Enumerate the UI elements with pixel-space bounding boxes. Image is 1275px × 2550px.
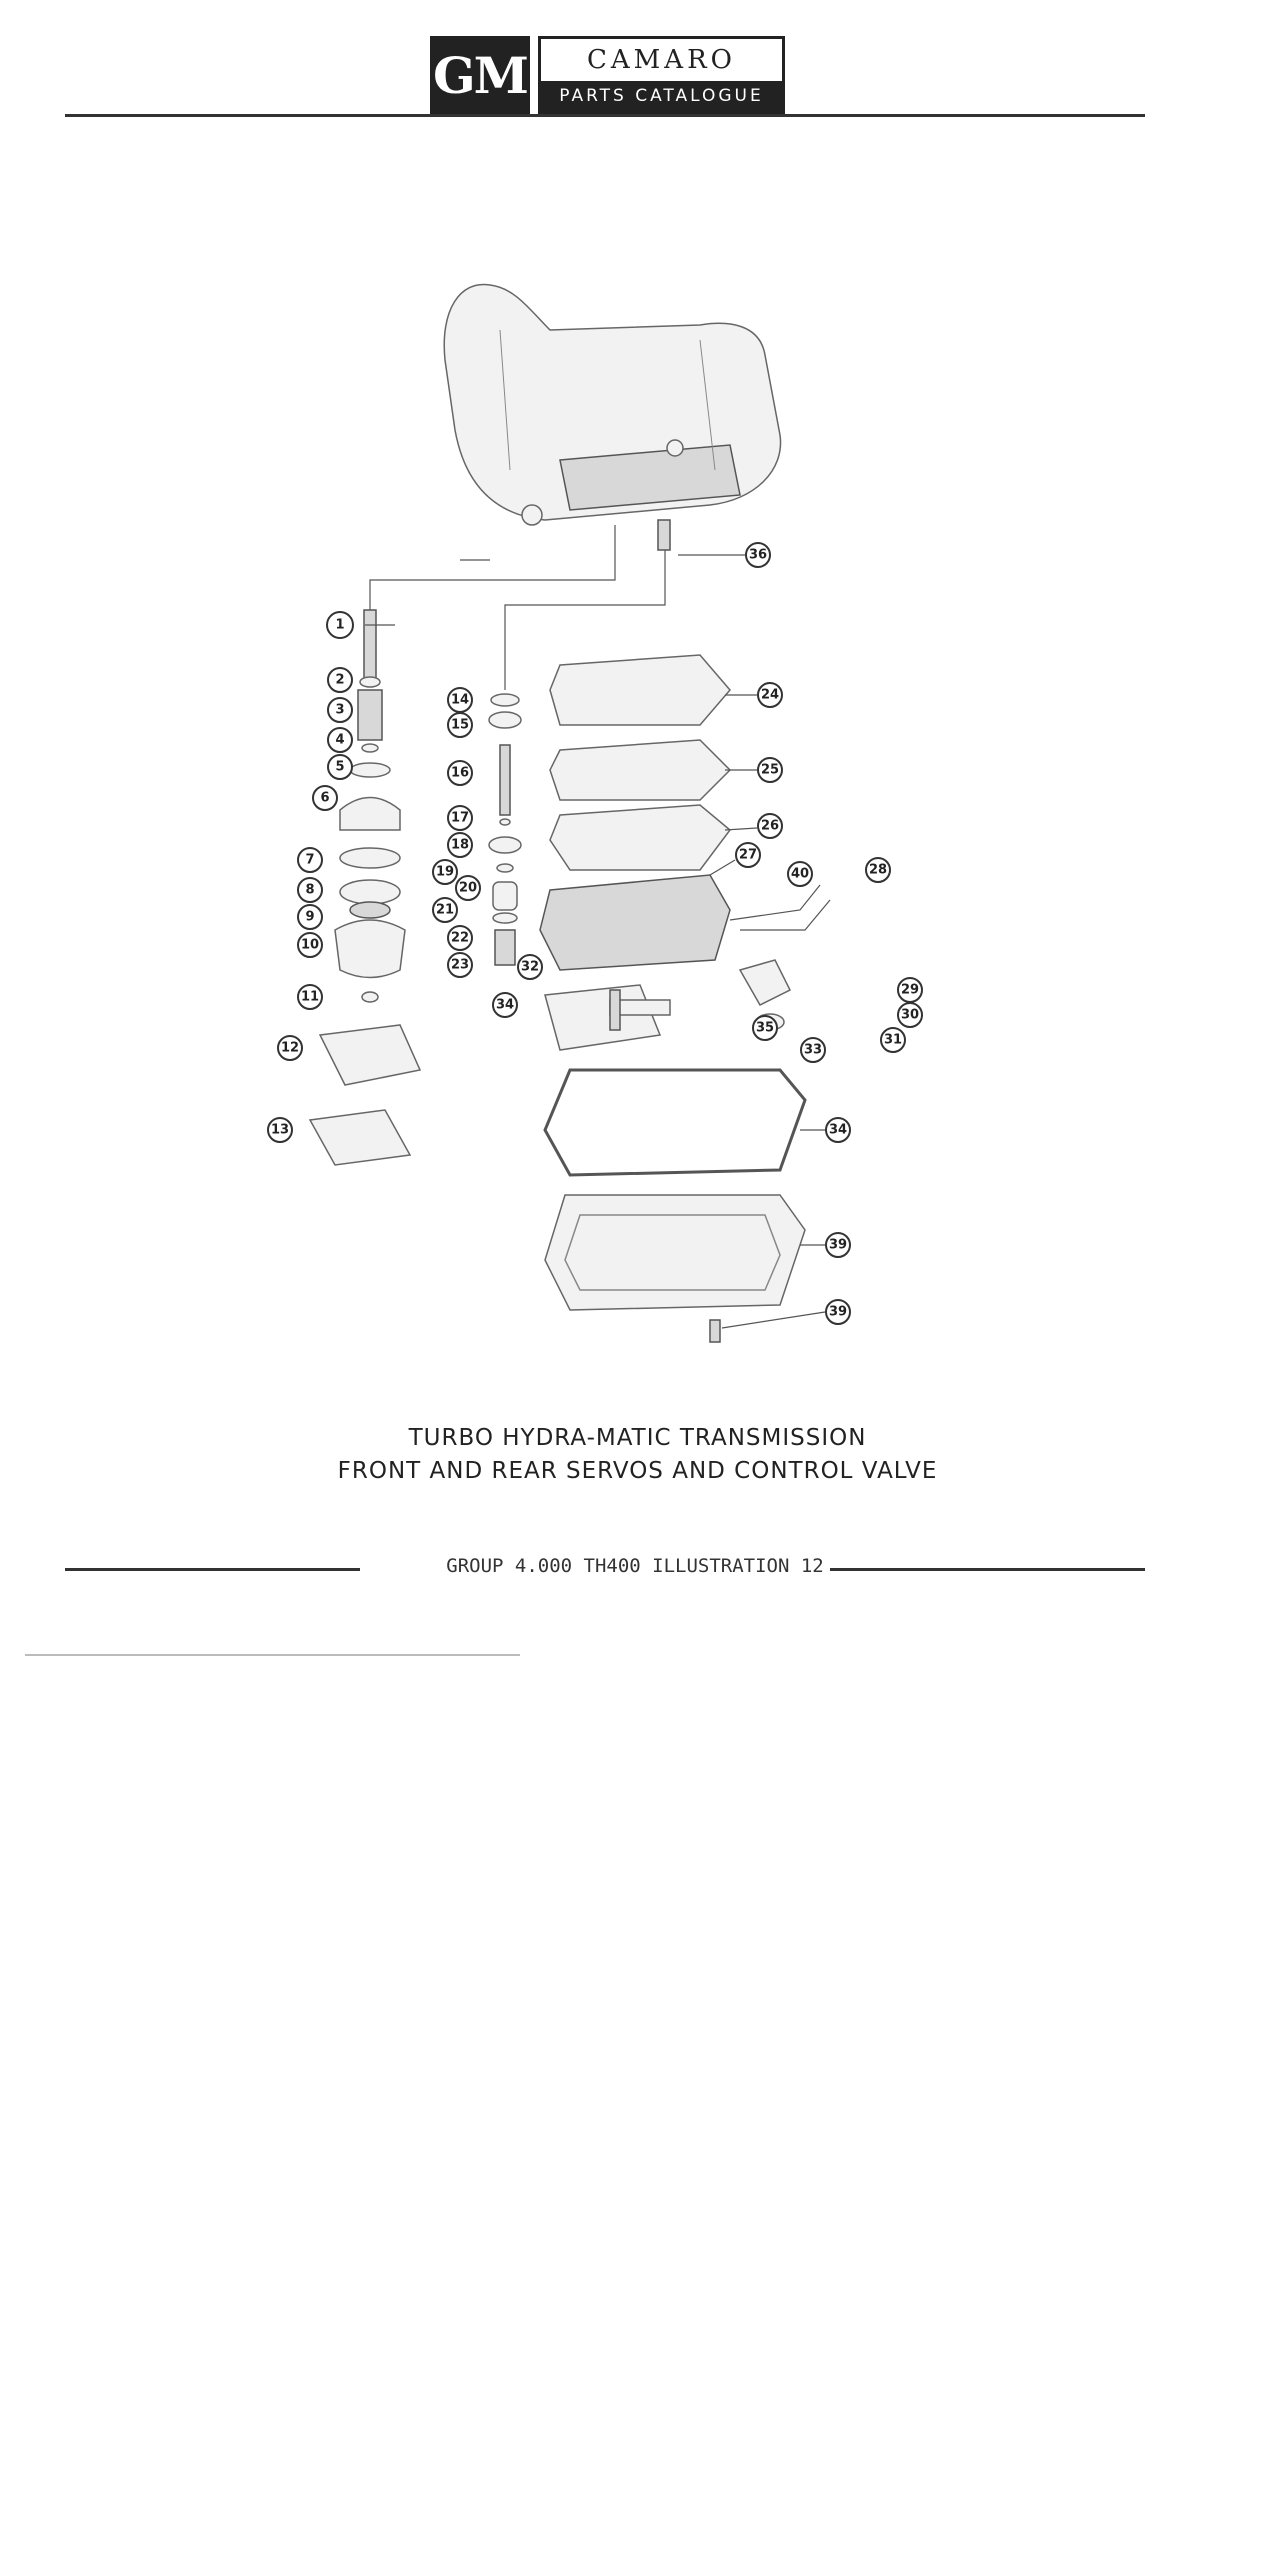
callout-35-label [493,993,517,1017]
svg-text:27: 27 [738,847,758,863]
svg-text:21: 21 [435,902,455,918]
callout-3 [328,698,352,722]
illustration-caption-line2: FRONT AND REAR SERVOS AND CONTROL VALVE [337,1458,938,1484]
svg-text:34: 34 [495,997,515,1013]
callout-12 [278,1036,302,1060]
callout-10 [298,933,322,957]
callout-21 [433,898,457,922]
illustration-caption-line1: TURBO HYDRA-MATIC TRANSMISSION [408,1425,867,1451]
svg-text:8: 8 [305,882,315,898]
svg-text:22: 22 [450,930,470,946]
svg-text:33: 33 [803,1042,823,1058]
page-title: CAMARO [541,39,782,81]
svg-text:13: 13 [270,1122,290,1138]
callout-9 [298,905,322,929]
svg-text:30: 30 [900,1007,920,1023]
catalogue-header [430,36,785,114]
callout-39-bolt [826,1300,850,1324]
svg-text:40: 40 [790,866,810,882]
callout-40 [788,862,812,886]
svg-text:31: 31 [883,1032,903,1048]
svg-text:19: 19 [435,864,455,880]
svg-text:26: 26 [760,818,780,834]
control-valve-assembly [540,655,830,1050]
callout-13 [268,1118,292,1142]
svg-text:20: 20 [458,880,478,896]
callout-37 [746,543,770,567]
scan-artifact-line [25,1654,520,1656]
callout-31 [881,1028,905,1052]
footer-rule-left [65,1568,360,1571]
svg-text:7: 7 [305,852,315,868]
svg-text:4: 4 [335,732,345,748]
callout-5 [328,755,352,779]
transmission-case [444,284,780,525]
callout-34 [826,1118,850,1142]
svg-text:15: 15 [450,717,470,733]
callout-30 [898,1003,922,1027]
callout-22 [448,926,472,950]
callout-26 [758,814,782,838]
svg-text:23: 23 [450,957,470,973]
svg-text:3: 3 [335,702,345,718]
callout-24 [758,683,782,707]
callout-33 [801,1038,825,1062]
callout-36 [753,1016,777,1040]
svg-text:25: 25 [760,762,780,778]
group-illustration-label: GROUP 4.000 TH400 ILLUSTRATION 12 [446,1555,824,1577]
title-plate [538,36,785,114]
callout-16 [448,761,472,785]
svg-text:11: 11 [300,989,320,1005]
callout-23 [448,953,472,977]
svg-text:9: 9 [305,909,315,925]
front-servo-stack [310,610,420,1165]
svg-text:5: 5 [335,759,345,775]
callout-28 [866,858,890,882]
svg-text:32: 32 [520,959,540,975]
svg-text:2: 2 [335,672,345,688]
callout-18 [448,833,472,857]
page-subtitle: PARTS CATALOGUE [541,81,782,111]
svg-text:39: 39 [828,1237,848,1253]
svg-text:29: 29 [900,982,920,998]
callout-1 [327,612,353,638]
callout-25 [758,758,782,782]
svg-text:28: 28 [868,862,888,878]
svg-text:18: 18 [450,837,470,853]
rear-servo-stack [489,694,521,965]
gm-logo: GM [430,36,530,114]
callout-4 [328,728,352,752]
callout-39-pan [826,1233,850,1257]
callout-29 [898,978,922,1002]
callout-20 [456,876,480,900]
callout-8 [298,878,322,902]
svg-text:12: 12 [280,1040,300,1056]
oil-pan-group [545,1070,805,1342]
callout-11 [298,985,322,1009]
footer-rule-right [830,1568,1145,1571]
svg-text:14: 14 [450,692,470,708]
exploded-parts-diagram [260,270,980,1360]
svg-text:39: 39 [828,1304,848,1320]
svg-text:34: 34 [828,1122,848,1138]
callout-19 [433,860,457,884]
svg-text:16: 16 [450,765,470,781]
callout-6 [313,786,337,810]
callout-17 [448,806,472,830]
callout-2 [328,668,352,692]
svg-text:1: 1 [335,617,345,633]
callout-27 [736,843,760,867]
svg-text:6: 6 [320,790,330,806]
svg-text:35: 35 [755,1020,775,1036]
svg-text:36: 36 [748,547,768,563]
svg-text:10: 10 [300,937,320,953]
callout-14 [448,688,472,712]
callout-7 [298,848,322,872]
callout-32 [518,955,542,979]
header-rule [65,114,1145,117]
callout-15 [448,713,472,737]
svg-text:17: 17 [450,810,470,826]
svg-text:24: 24 [760,687,780,703]
